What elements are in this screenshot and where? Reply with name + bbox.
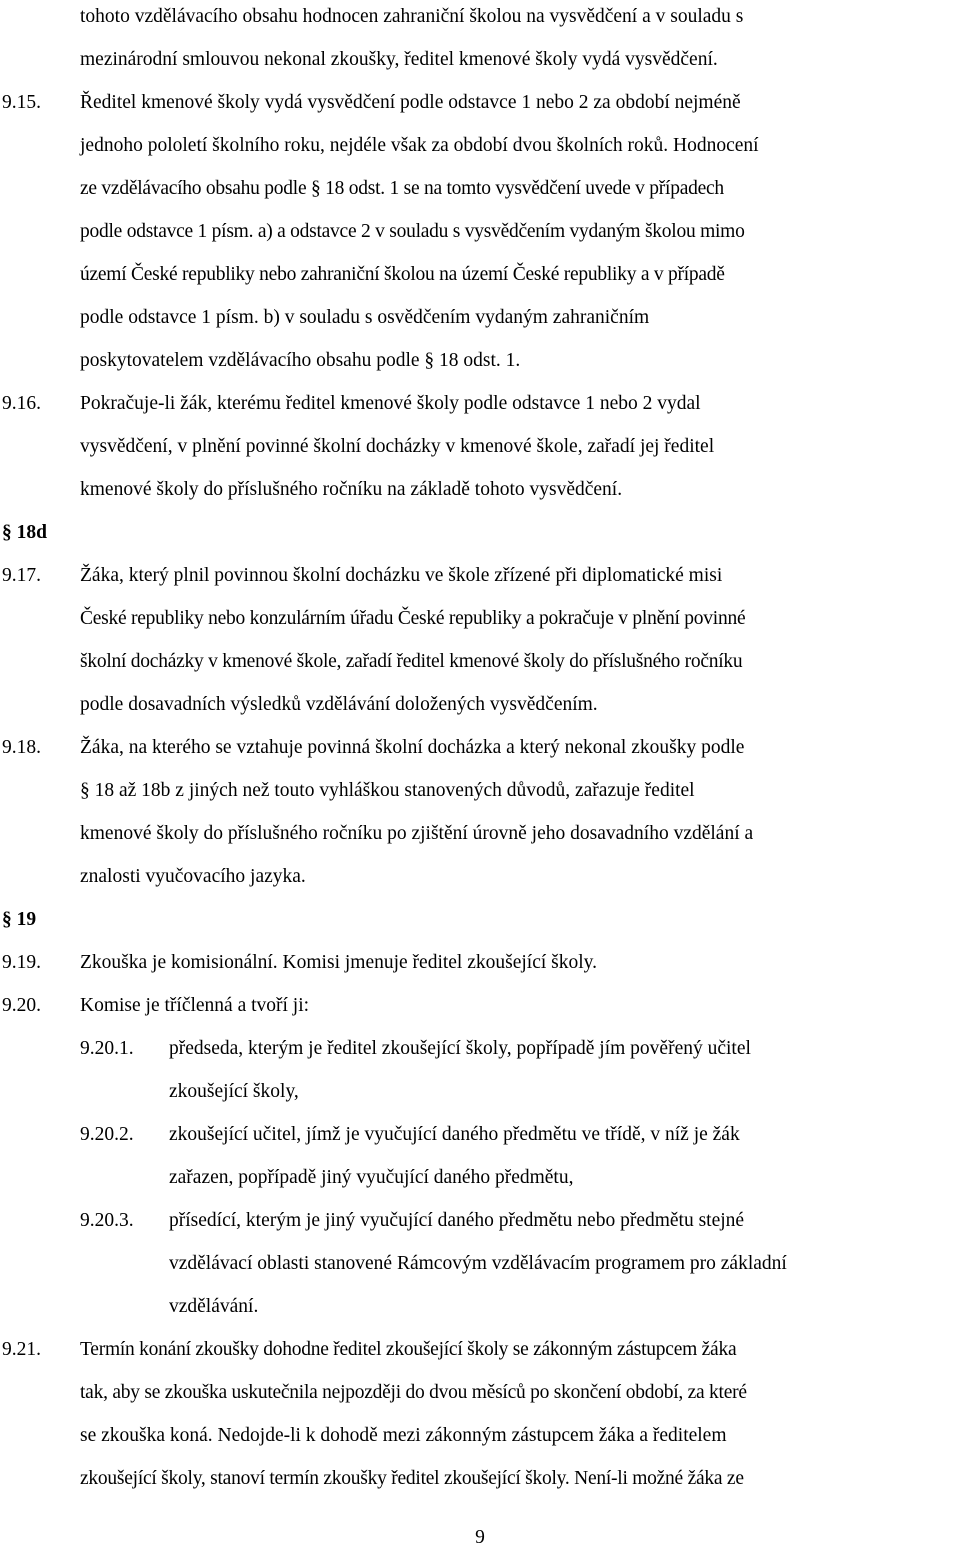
paragraph-number: 9.20. [2, 995, 41, 1016]
text-line: se zkouška koná. Nedojde-li k dohodě mezi zákonným zástupcem žáka a ředitelem [80, 1425, 727, 1446]
text-line: přísedící, kterým je jiný vyučující daného předmětu nebo předmětu stejné [169, 1210, 745, 1231]
text-line: vzdělávání. [169, 1296, 259, 1317]
text-line: kmenové školy do příslušného ročníku po zjištění úrovně jeho dosavadního vzdělání a [80, 823, 754, 844]
paragraph-number: 9.17. [2, 565, 41, 586]
text-line: Pokračuje-li žák, kterému ředitel kmenové školy podle odstavce 1 nebo 2 vydal [80, 393, 701, 414]
text-line: České republiky nebo konzulárním úřadu České republiky a pokračuje v plnění povinné [80, 608, 746, 629]
text-line: zkoušející školy, stanoví termín zkoušky ředitel zkoušející školy. Není-li možné žáka ze [80, 1468, 744, 1489]
text-line: podle odstavce 1 písm. b) v souladu s osvědčením vydaným zahraničním [80, 307, 650, 328]
text-line: Žáka, na kterého se vztahuje povinná školní docházka a který nekonal zkoušky podle [80, 737, 745, 758]
text-line: Termín konání zkoušky dohodne ředitel zkoušející školy se zákonným zástupcem žáka [80, 1339, 737, 1360]
paragraph-number: 9.19. [2, 952, 41, 973]
text-line: mezinárodní smlouvou nekonal zkoušky, ředitel kmenové školy vydá vysvědčení. [80, 49, 718, 70]
text-line: školní docházky v kmenové škole, zařadí ředitel kmenové školy do příslušného ročníku [80, 651, 743, 672]
text-line: zařazen, popřípadě jiný vyučující daného předmětu, [169, 1167, 574, 1188]
paragraph-number: 9.21. [2, 1339, 41, 1360]
text-line: § 18 až 18b z jiných než touto vyhláškou stanovených důvodů, zařazuje ředitel [80, 780, 695, 801]
paragraph-number: 9.15. [2, 92, 41, 113]
section-heading: § 18d [2, 522, 47, 543]
text-line: ze vzdělávacího obsahu podle § 18 odst. 1 se na tomto vysvědčení uvede v případech [80, 178, 724, 199]
text-line: Ředitel kmenové školy vydá vysvědčení podle odstavce 1 nebo 2 za období nejméně [80, 92, 741, 113]
text-line: zkoušející učitel, jímž je vyučující daného předmětu ve třídě, v níž je žák [169, 1124, 740, 1145]
text-line: území České republiky nebo zahraniční školou na území České republiky a v případě [80, 264, 725, 285]
text-line: Komise je tříčlenná a tvoří ji: [80, 995, 310, 1016]
text-line: Žáka, který plnil povinnou školní docházku ve škole zřízené při diplomatické misi [80, 565, 723, 586]
text-line: podle dosavadních výsledků vzdělávání doložených vysvědčením. [80, 694, 598, 715]
subparagraph-number: 9.20.2. [80, 1124, 134, 1145]
text-line: kmenové školy do příslušného ročníku na základě tohoto vysvědčení. [80, 479, 623, 500]
text-line: vzdělávací oblasti stanovené Rámcovým vzdělávacím programem pro základní [169, 1253, 787, 1274]
section-heading: § 19 [2, 909, 37, 930]
text-line: poskytovatelem vzdělávacího obsahu podle § 18 odst. 1. [80, 350, 521, 371]
paragraph-number: 9.18. [2, 737, 41, 758]
paragraph-number: 9.16. [2, 393, 41, 414]
text-line: tohoto vzdělávacího obsahu hodnocen zahraniční školou na vysvědčení a v souladu s [80, 6, 744, 27]
subparagraph-number: 9.20.3. [80, 1210, 134, 1231]
text-line: předseda, kterým je ředitel zkoušející školy, popřípadě jím pověřený učitel [169, 1038, 751, 1059]
text-line: tak, aby se zkouška uskutečnila nejpozději do dvou měsíců po skončení období, za které [80, 1382, 747, 1403]
text-line: znalosti vyučovacího jazyka. [80, 866, 306, 887]
text-line: Zkouška je komisionální. Komisi jmenuje ředitel zkoušející školy. [80, 952, 598, 973]
text-line: podle odstavce 1 písm. a) a odstavce 2 v souladu s vysvědčením vydaným školou mimo [80, 221, 745, 242]
text-line: vysvědčení, v plnění povinné školní docházky v kmenové škole, zařadí jej ředitel [80, 436, 715, 457]
page-number: 9 [475, 1527, 485, 1548]
subparagraph-number: 9.20.1. [80, 1038, 134, 1059]
text-line: zkoušející školy, [169, 1081, 299, 1102]
text-line: jednoho pololetí školního roku, nejdéle však za období dvou školních roků. Hodnocení [80, 135, 759, 156]
